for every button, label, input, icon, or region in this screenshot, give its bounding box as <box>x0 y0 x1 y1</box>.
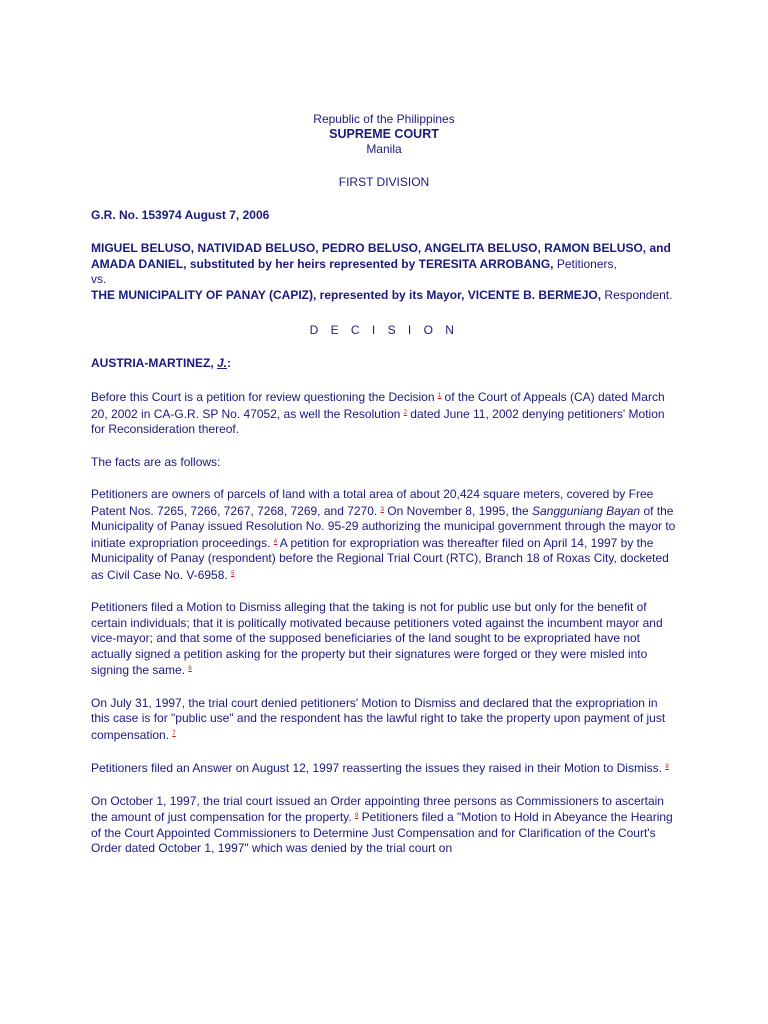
ponente <box>91 356 677 370</box>
footnote-link-4[interactable]: 4 <box>273 538 278 545</box>
paragraph-text: dated June 11, 2002 denying petitioners' Motion for Reconsideration thereof. <box>91 406 665 436</box>
italic-term: Sangguniang Bayan <box>532 503 641 518</box>
paragraph-5 <box>91 696 677 744</box>
paragraph-4 <box>91 600 677 679</box>
paragraph-1 <box>91 389 677 438</box>
paragraph-3 <box>91 487 677 583</box>
ponente-name: AUSTRIA-MARTINEZ, <box>91 356 214 370</box>
header-court: SUPREME COURT <box>329 127 439 141</box>
footnote-link-9[interactable]: 9 <box>354 813 359 819</box>
footnote-link-1[interactable]: 1 <box>437 393 442 399</box>
paragraph-7 <box>91 794 677 857</box>
division-title: FIRST DIVISION <box>338 175 430 189</box>
paragraph-text: Petitioners are owners of parcels of land with a total area of about 20,424 square meters, covered by Free Patent Nos. 7265, 7266, 7267, 7268, 7269, and 7270. <box>91 487 654 518</box>
respondent-name: THE MUNICIPALITY OF PANAY (CAPIZ), represented by its Mayor, VICENTE B. BERMEJO, <box>91 287 602 302</box>
paragraph-text: On July 31, 1997, the trial court denied petitioners' Motion to Dismiss and declared that the expropriation in this case is for "public use" and the respondent has the lawful right to take the property upon payment of just compensation. <box>91 695 666 742</box>
decision-title: D E C I S I O N <box>309 323 459 337</box>
paragraph-text: of the Municipality of Panay issued Resolution No. 95-29 authorizing the municipal government through the mayor to initiate expropriation proceedings. <box>91 503 676 550</box>
paragraph-2: The facts are as follows: <box>91 454 221 469</box>
petitioners-label: Petitioners, <box>553 256 617 271</box>
paragraph-text: On October 1, 1997, the trial court issued an Order appointing three persons as Commissioners to ascertain the amount of just compensation for the property. <box>91 793 664 824</box>
paragraph-text: Petitioners filed an Answer on August 12, 1997 reasserting the issues they raised in their Motion to Dismiss. <box>91 761 666 775</box>
paragraph-text: Petitioners filed a Motion to Dismiss alleging that the taking is not for public use but only for the benefit of certain individuals; that it is politically motivated because petitioners voted against the incumbent mayor and vice-mayor; and that some of the supposed beneficiaries of the land sought to be expropriated have not actually signed a petition asking for the property but their signatures were forged or they were misled into signing the same. <box>91 600 663 677</box>
paragraph-text: of the Court of Appeals (CA) dated March 20, 2002 in CA-G.R. SP No. 47052, as well the Resolution <box>91 390 665 421</box>
petitioners-names: MIGUEL BELUSO, NATIVIDAD BELUSO, PEDRO BELUSO, ANGELITA BELUSO, RAMON BELUSO, and AMADA DANIEL, substituted by her heirs represented by TERESITA ARROBANG, <box>91 241 671 271</box>
footnote-link-8[interactable]: 8 <box>665 764 669 770</box>
versus: vs. <box>91 272 107 286</box>
footnote-link-6[interactable]: 6 <box>188 666 192 672</box>
header-republic: Republic of the Philippines <box>313 112 455 126</box>
footnote-link-2[interactable]: 2 <box>403 409 407 416</box>
case-number: G.R. No. 153974 August 7, 2006 <box>91 208 270 222</box>
footnote-link-7[interactable]: 7 <box>172 730 176 737</box>
ponente-suffix: J. <box>217 356 228 370</box>
paragraph-text: Petitioners filed a "Motion to Hold in Abeyance the Hearing of the Court Appointed Commissioners to Determine Just Compensation and for Clarification of the Court's Order dated October 1, 1997" which was denied by the trial court on <box>91 810 673 855</box>
respondent-label: Respondent. <box>601 287 673 302</box>
paragraph-text: Before this Court is a petition for review questioning the Decision <box>91 390 438 404</box>
paragraph-text: A petition for expropriation was thereafter filed on April 14, 1997 by the Municipality of Panay (respondent) before the Regional Trial Court (RTC), Branch 18 of Roxas City, docketed as Civil Case No. V-6958. <box>91 535 669 582</box>
ponente-colon: : <box>227 356 232 370</box>
case-parties <box>91 241 677 303</box>
header-city: Manila <box>366 142 402 156</box>
paragraph-text: On November 8, 1995, the <box>383 503 533 518</box>
footnote-link-5[interactable]: 5 <box>231 570 235 577</box>
paragraph-6 <box>91 760 677 777</box>
footnote-link-3[interactable]: 3 <box>380 506 384 513</box>
